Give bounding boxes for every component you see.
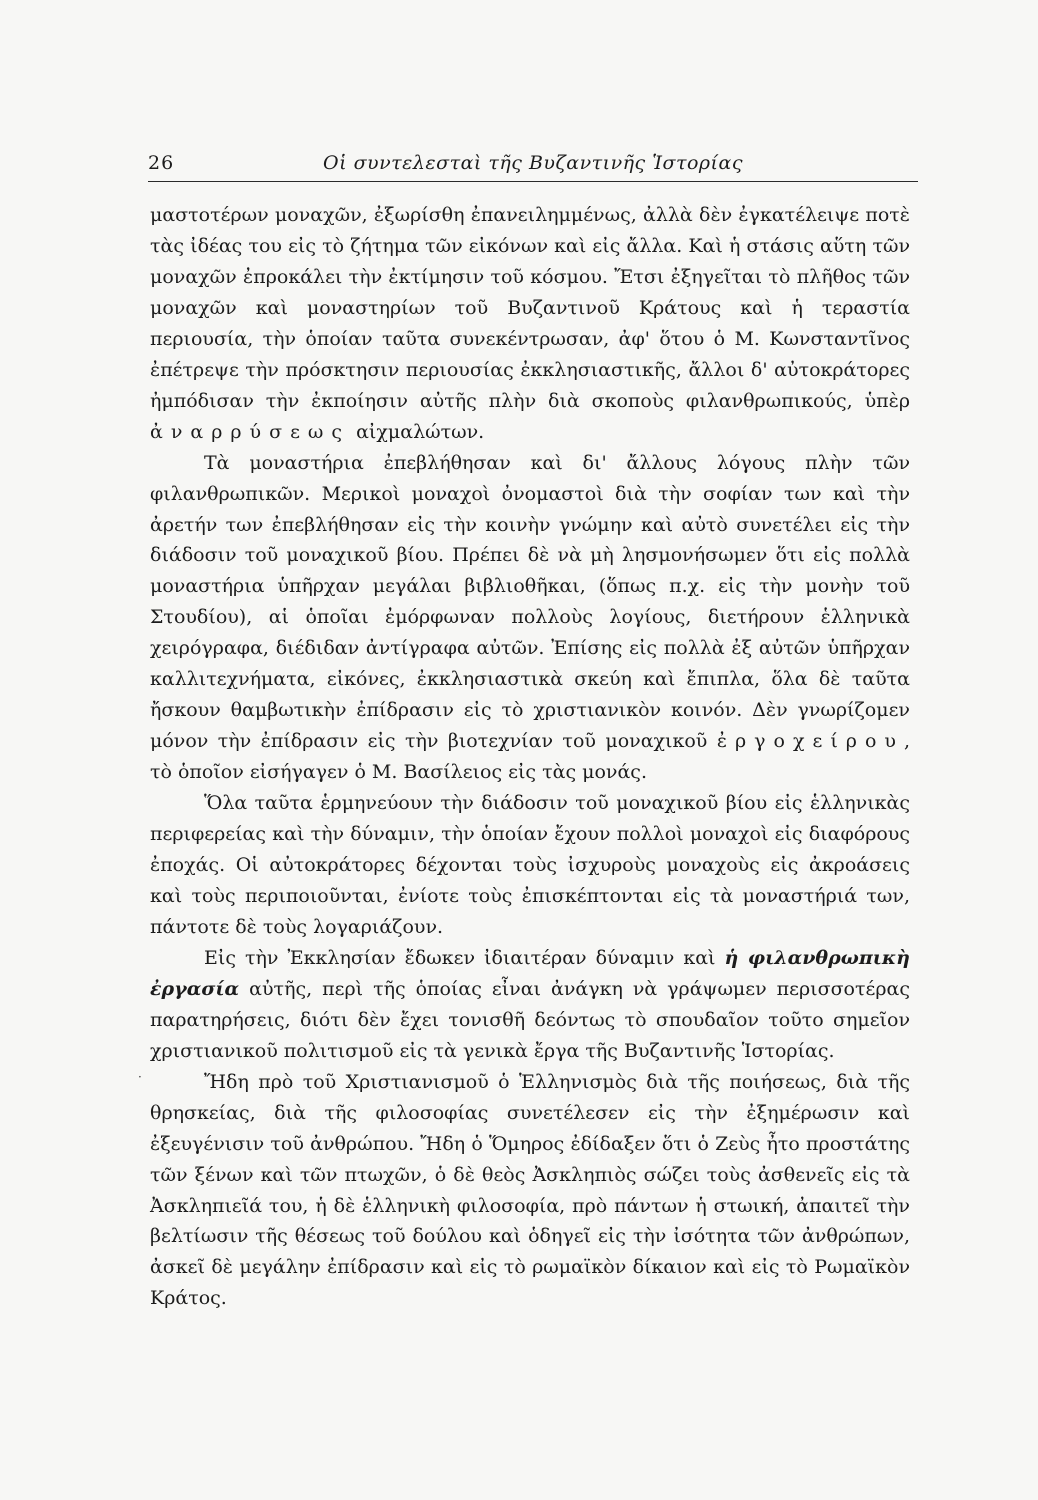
text-run: αἰχμαλώτων. <box>350 420 485 443</box>
text-run-emphasis: ἡ φιλανθρωπικὴ ἐργασία <box>150 946 910 1000</box>
text-run: Ὅλα ταῦτα ἑρμηνεύουν τὴν διάδοσιν τοῦ μοναχικοῦ βίου εἰς ἑλληνικὰς περιφερείας καὶ τὴν δύναμιν, τὴν ὁποίαν ἔχουν πολλοὶ μοναχοὶ εἰς διαφόρους ἐποχάς. Οἱ αὐτοκράτορες δέχονται τοὺς ἰσχυροὺς μοναχοὺς εἰς ἀκροάσεις καὶ τοὺς περιποιοῦνται, ἐνίοτε τοὺς ἐπισκέπτονται εἰς τὰ μοναστήριά των, πάντοτε δὲ τοὺς λογαριάζουν. <box>150 792 910 938</box>
text-run: Εἰς τὴν Ἐκκλησίαν ἔδωκεν ἰδιαιτέραν δύναμιν καὶ <box>204 946 725 969</box>
page-number: 26 <box>148 152 175 174</box>
paragraph <box>150 200 910 448</box>
text-run: μαστοτέρων μοναχῶν, ἐξωρίσθη ἐπανειλημμένως, ἀλλὰ δὲν ἐγκατέλειψε ποτὲ τὰς ἰδέας του εἰς τὸ ζήτημα τῶν εἰκόνων καὶ εἰς ἄλλα. Καὶ ἡ στάσις αὕτη τῶν μοναχῶν ἐπροκάλει τὴν ἐκτίμησιν τοῦ κόσμου. Ἔτσι ἐξηγεῖται τὸ πλῆθος τῶν μοναχῶν καὶ μοναστηρίων τοῦ Βυζαντινοῦ Κράτους καὶ ἡ τεραστία περιουσία, τὴν ὁποίαν ταῦτα συνεκέντρωσαν, ἀφ' ὅτου ὁ Μ. Κωνσταντῖνος ἐπέτρεψε τὴν πρόσκτησιν περιουσίας ἐκκλησιαστικῆς, ἄλλοι δ' αὐτοκράτορες ἠμπόδισαν τὴν ἐκποίησιν αὐτῆς πλὴν διὰ σκοποὺς φιλανθρωπικούς, ὑπὲρ <box>150 204 910 412</box>
page-header <box>148 152 918 182</box>
text-run-spaced: ἀναρρύσεως <box>150 420 351 443</box>
paragraph <box>150 788 910 943</box>
text-run-spaced: ἐργοχείρου <box>716 730 904 753</box>
paragraph <box>150 1067 910 1315</box>
text-run: αὐτῆς, περὶ τῆς ὁποίας εἶναι ἀνάγκη νὰ γράψωμεν περισσοτέρας παρατηρήσεις, διότι δὲν ἔχει τονισθῆ δεόντως τὸ σπουδαῖον τοῦτο σημεῖον χριστιανικοῦ πολιτισμοῦ εἰς τὰ γενικὰ ἔργα τῆς Βυζαντινῆς Ἱστορίας. <box>150 977 910 1062</box>
header-rule <box>148 181 918 182</box>
text-run: Ἤδη πρὸ τοῦ Χριστιανισμοῦ ὁ Ἑλληνισμὸς διὰ τῆς ποιήσεως, διὰ τῆς θρησκείας, διὰ τῆς φιλοσοφίας συνετέλεσεν εἰς τὴν ἐξημέρωσιν καὶ ἐξευγένισιν τοῦ ἀνθρώπου. Ἤδη ὁ Ὅμηρος ἐδίδαξεν ὅτι ὁ Ζεὺς ἦτο προστάτης τῶν ξένων καὶ τῶν πτωχῶν, ὁ δὲ θεὸς Ἀσκληπιὸς σώζει τοὺς ἀσθενεῖς εἰς τὰ Ἀσκληπιεῖά του, ἡ δὲ ἑλληνικὴ φιλοσοφία, πρὸ πάντων ἡ στωική, ἀπαιτεῖ τὴν βελτίωσιν τῆς θέσεως τοῦ δούλου καὶ ὁδηγεῖ εἰς τὴν ἰσότητα τῶν ἀνθρώπων, ἀσκεῖ δὲ μεγάλην ἐπίδρασιν καὶ εἰς τὸ ρωμαϊκὸν δίκαιον καὶ εἰς τὸ Ρωμαϊκὸν Κράτος. <box>150 1070 910 1310</box>
text-run: , τὸ ὁποῖον εἰσήγαγεν ὁ Μ. Βασίλειος εἰς τὰς μονάς. <box>150 730 910 784</box>
running-title: Οἱ συντελεσταὶ τῆς Βυζαντινῆς Ἱστορίας <box>323 152 743 174</box>
body-text <box>150 200 910 1314</box>
margin-dot: · <box>138 1070 142 1084</box>
paragraph <box>150 943 910 1067</box>
text-run: Τὰ μοναστήρια ἐπεβλήθησαν καὶ δι' ἄλλους λόγους πλὴν τῶν φιλανθρωπικῶν. Μερικοὶ μοναχοὶ ὀνομαστοὶ διὰ τὴν σοφίαν των καὶ τὴν ἀρετήν των ἐπεβλήθησαν εἰς τὴν κοινὴν γνώμην καὶ αὐτὸ συνετέλει εἰς τὴν διάδοσιν τοῦ μοναχικοῦ βίου. Πρέπει δὲ νὰ μὴ λησμονήσωμεν ὅτι εἰς πολλὰ μοναστήρια ὑπῆρχαν μεγάλαι βιβλιοθῆκαι, (ὅπως π.χ. εἰς τὴν μονὴν τοῦ Στουδίου), αἱ ὁποῖαι ἐμόρφωναν πολλοὺς λογίους, διετήρουν ἑλληνικὰ χειρόγραφα, διέδιδαν ἀντίγραφα αὐτῶν. Ἐπίσης εἰς πολλὰ ἐξ αὐτῶν ὑπῆρχαν καλλιτεχνήματα, εἰκόνες, ἐκκλησιαστικὰ σκεύη καὶ ἔπιπλα, ὅλα δὲ ταῦτα ἤσκουν θαμβωτικὴν ἐπίδρασιν εἰς τὸ χριστιανικὸν κοινόν. Δὲν γνωρίζομεν μόνον τὴν ἐπίδρασιν εἰς τὴν βιοτεχνίαν τοῦ μοναχικοῦ <box>150 451 910 753</box>
paragraph <box>150 448 910 788</box>
